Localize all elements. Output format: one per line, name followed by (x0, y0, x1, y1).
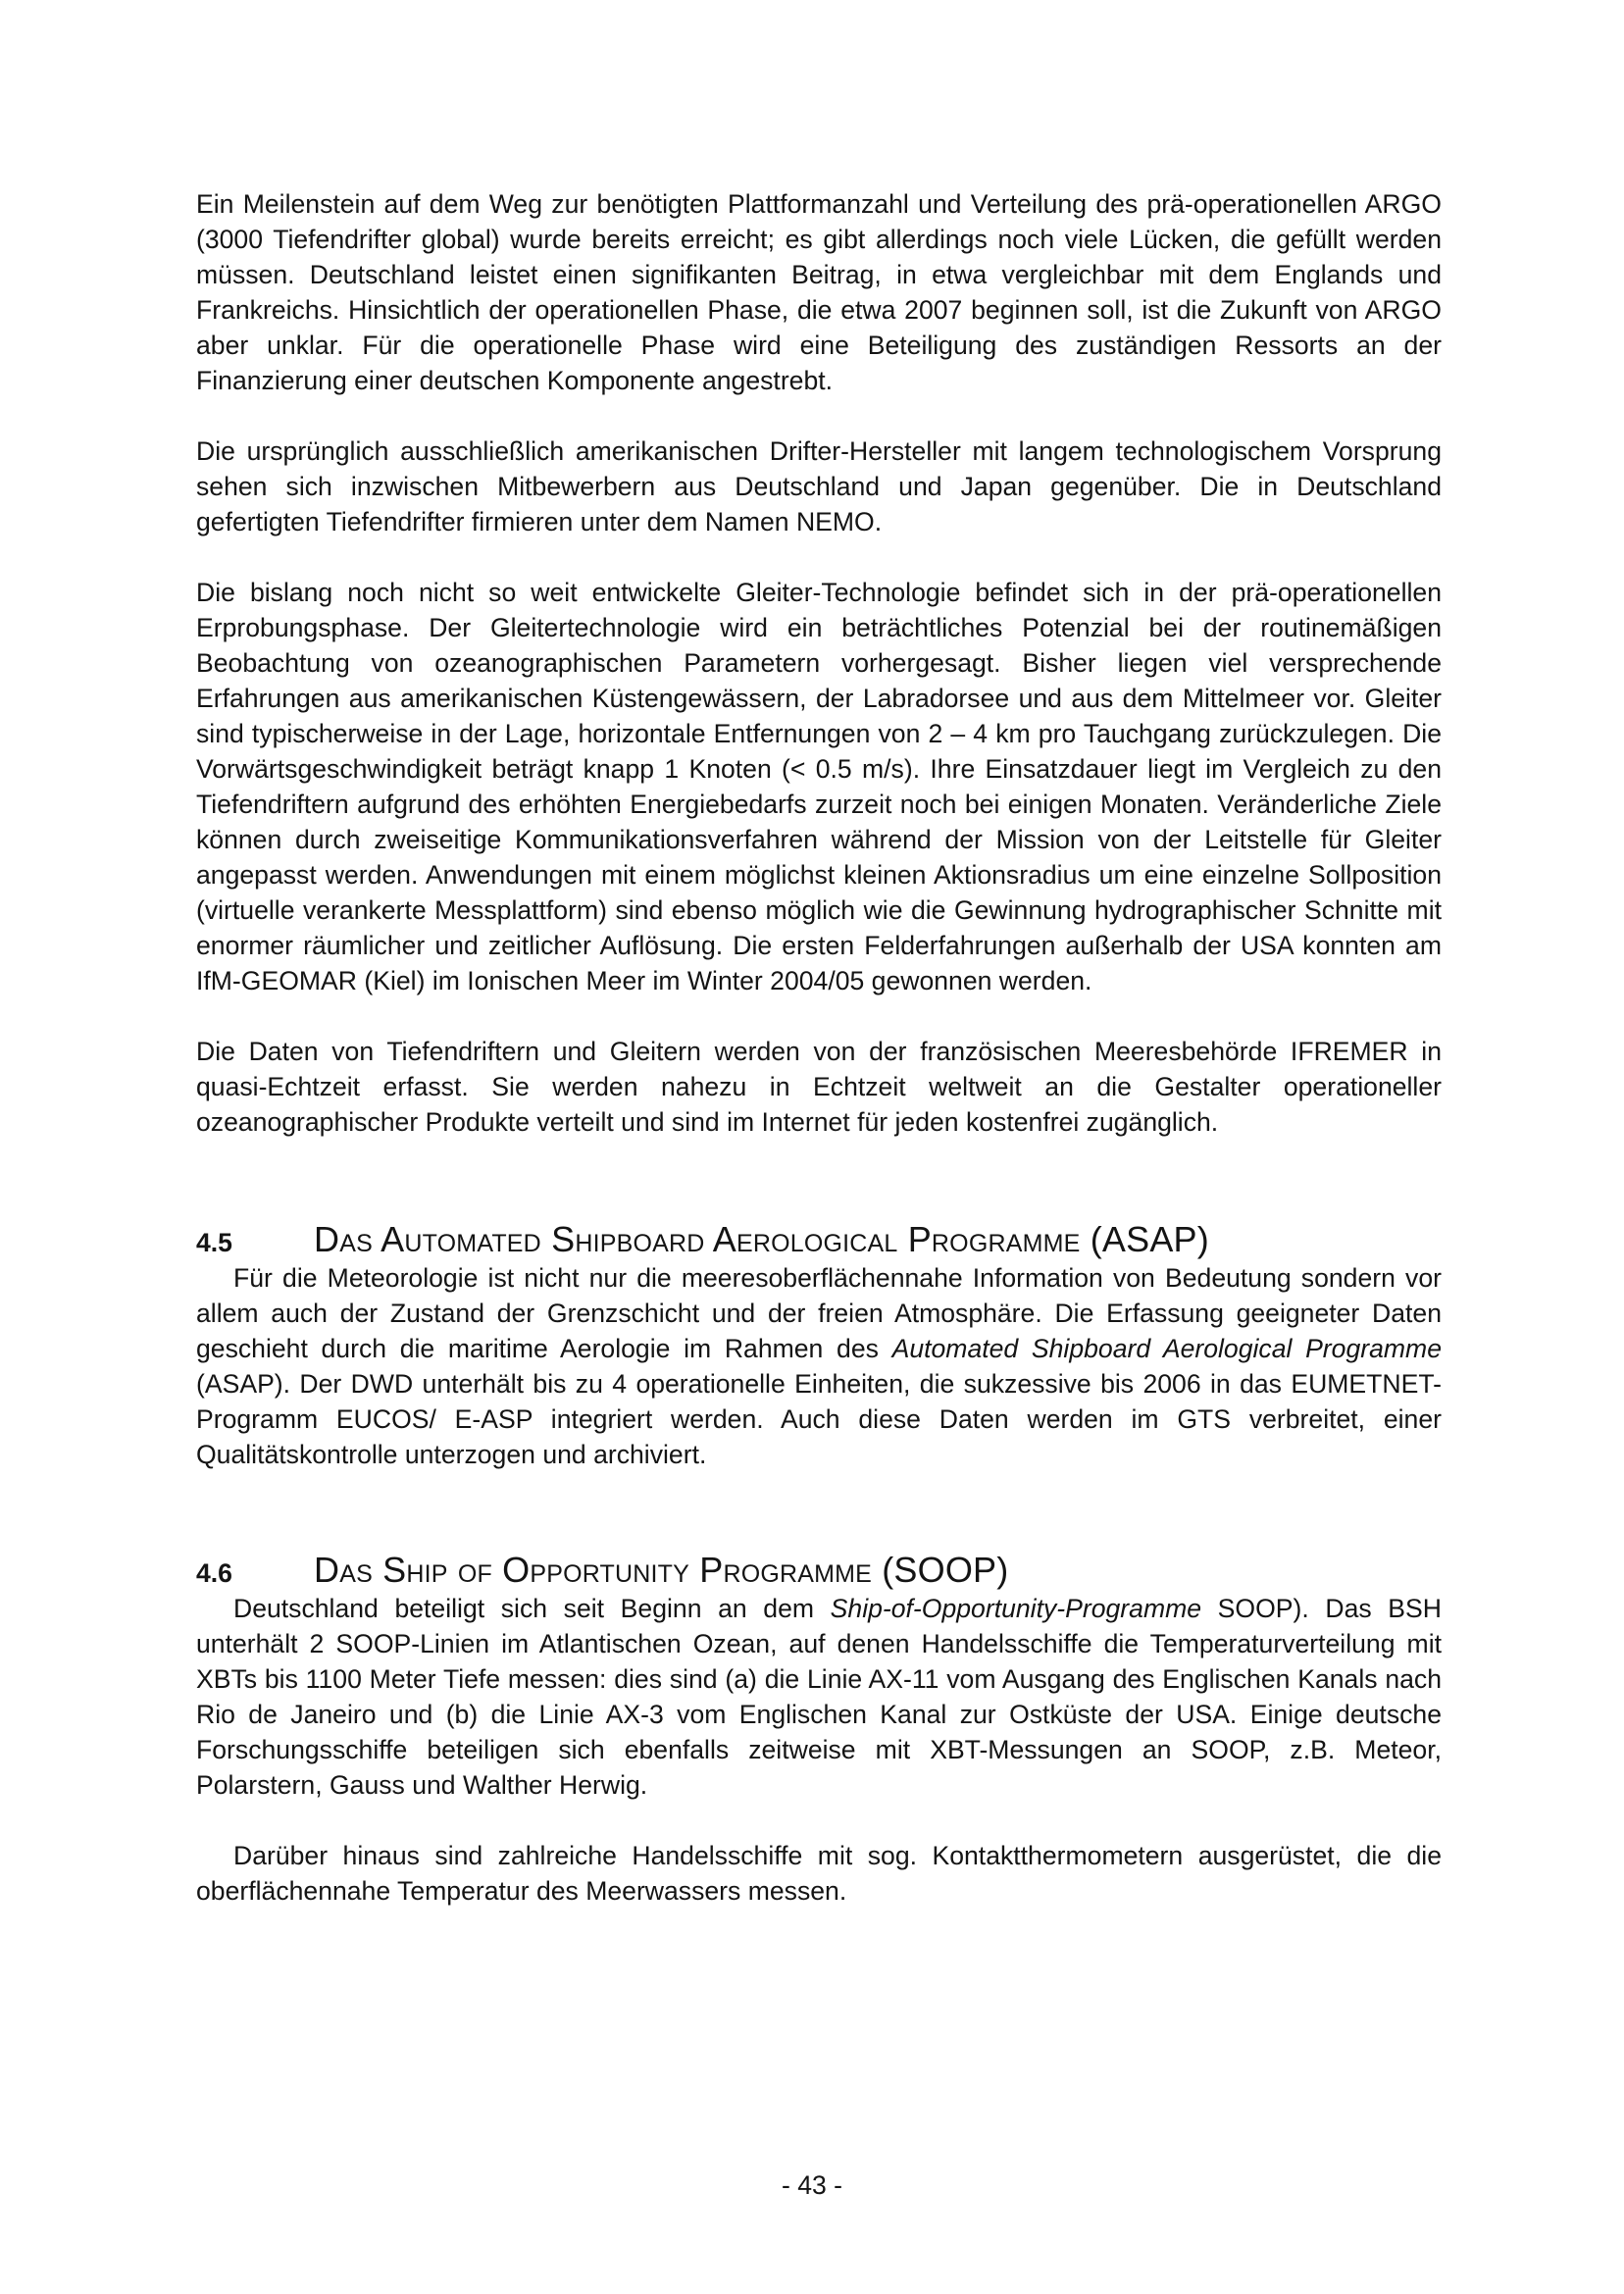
section-number: 4.5 (196, 1228, 232, 1257)
document-body (196, 186, 1442, 1909)
section-title: Das Ship of Opportunity Programme (SOOP) (314, 1550, 1009, 1590)
soop-text-part-1: Deutschland beteiligt sich seit Beginn an dem (233, 1594, 831, 1623)
soop-programme-name: Ship-of-Opportunity-Programme (830, 1594, 1202, 1623)
section-title: Das Automated Shipboard Aerological Programme (ASAP) (314, 1219, 1209, 1259)
paragraph-argo-milestone: Ein Meilenstein auf dem Weg zur benötigten Plattformanzahl und Verteilung des prä-operationellen ARGO (3000 Tiefendrifter global) wurde bereits erreicht; es gibt allerdings noch viele Lücken, die gefüllt werden müssen. Deutschland leistet einen signifikanten Beitrag, in etwa vergleichbar mit dem Englands und Frankreichs. Hinsichtlich der operationellen Phase, die etwa 2007 beginnen soll, ist die Zukunft von ARGO aber unklar. Für die operationelle Phase wird eine Beteiligung des zuständigen Ressorts an der Finanzierung einer deutschen Komponente angestrebt. (196, 189, 1442, 395)
paragraph-contact-thermometers: Darüber hinaus sind zahlreiche Handelsschiffe mit sog. Kontaktthermometern ausgerüstet, die die oberflächennahe Temperatur des Meerwassers messen. (196, 1841, 1442, 1906)
paragraph-asap (196, 1260, 1442, 1472)
page-number: - 43 - (781, 2170, 843, 2200)
section-heading-soop (196, 1550, 1442, 1591)
paragraph-glider-technology: Die bislang noch nicht so weit entwickelte Gleiter-Technologie befindet sich in der prä-operationellen Erprobungsphase. Der Gleitertechnologie wird ein beträchtliches Potenzial bei der routinemäßigen Beobachtung von ozeanographischen Parametern vorhergesagt. Bisher liegen viel versprechende Erfahrungen aus amerikanischen Küstengewässern, der Labradorsee und aus dem Mittelmeer vor. Gleiter sind typischerweise in der Lage, horizontale Entfernungen von 2 – 4 km pro Tauchgang zurückzulegen. Die Vorwärtsgeschwindigkeit beträgt knapp 1 Knoten (< 0.5 m/s). Ihre Einsatzdauer liegt im Vergleich zu den Tiefendriftern aufgrund des erhöhten Energiebedarfs zurzeit noch bei einigen Monaten. Veränderliche Ziele können durch zweiseitige Kommunikationsverfahren während der Mission von der Leitstelle für Gleiter angepasst werden. Anwendungen mit einem möglichst kleinen Aktionsradius um eine einzelne Sollposition (virtuelle verankerte Messplattform) sind ebenso möglich wie die Gewinnung hydrographischer Schnitte mit enormer räumlicher und zeitlicher Auflösung. Die ersten Felderfahrungen außerhalb der USA konnten am IfM-GEOMAR (Kiel) im Ionischen Meer im Winter 2004/05 gewonnen werden. (196, 578, 1442, 995)
soop-text-part-2: SOOP). Das BSH unterhält 2 SOOP-Linien im Atlantischen Ozean, auf denen Handelsschiffe die Temperaturverteilung mit XBTs bis 1100 Meter Tiefe messen: dies sind (a) die Linie AX-11 vom Ausgang des Englischen Kanals nach Rio de Janeiro und (b) die Linie AX-3 vom Englischen Kanal zur Ostküste der USA. Einige deutsche Forschungsschiffe beteiligen sich ebenfalls zeitweise mit XBT-Messungen an SOOP, z.B. Meteor, Polarstern, Gauss und Walther Herwig. (196, 1594, 1442, 1800)
asap-text-part-1: Für die Meteorologie ist nicht nur die meeresoberflächennahe Information von Bedeutung sondern vor allem auch der Zustand der Grenzschicht und der freien Atmosphäre. Die Erfassung geeigneter Daten geschieht durch die maritime Aerologie im Rahmen des (196, 1263, 1442, 1363)
paragraph-ifremer-data: Die Daten von Tiefendriftern und Gleitern werden von der französischen Meeresbehörde IFREMER in quasi-Echtzeit erfasst. Sie werden nahezu in Echtzeit weltweit an die Gestalter operationeller ozeanographischer Produkte verteilt und sind im Internet für jeden kostenfrei zugänglich. (196, 1037, 1442, 1137)
section-heading-asap (196, 1219, 1442, 1260)
paragraph-soop (196, 1591, 1442, 1803)
paragraph-drifter-manufacturers: Die ursprünglich ausschließlich amerikanischen Drifter-Hersteller mit langem technologischem Vorsprung sehen sich inzwischen Mitbewerbern aus Deutschland und Japan gegenüber. Die in Deutschland gefertigten Tiefendrifter firmieren unter dem Namen NEMO. (196, 436, 1442, 536)
asap-text-part-2: (ASAP). Der DWD unterhält bis zu 4 operationelle Einheiten, die sukzessive bis 2006 in das EUMETNET-Programm EUCOS/ E-ASP integriert werden. Auch diese Daten werden im GTS verbreitet, einer Qualitätskontrolle unterzogen und archiviert. (196, 1369, 1442, 1469)
asap-programme-name: Automated Shipboard Aerological Programme (891, 1334, 1442, 1363)
section-number: 4.6 (196, 1558, 232, 1588)
